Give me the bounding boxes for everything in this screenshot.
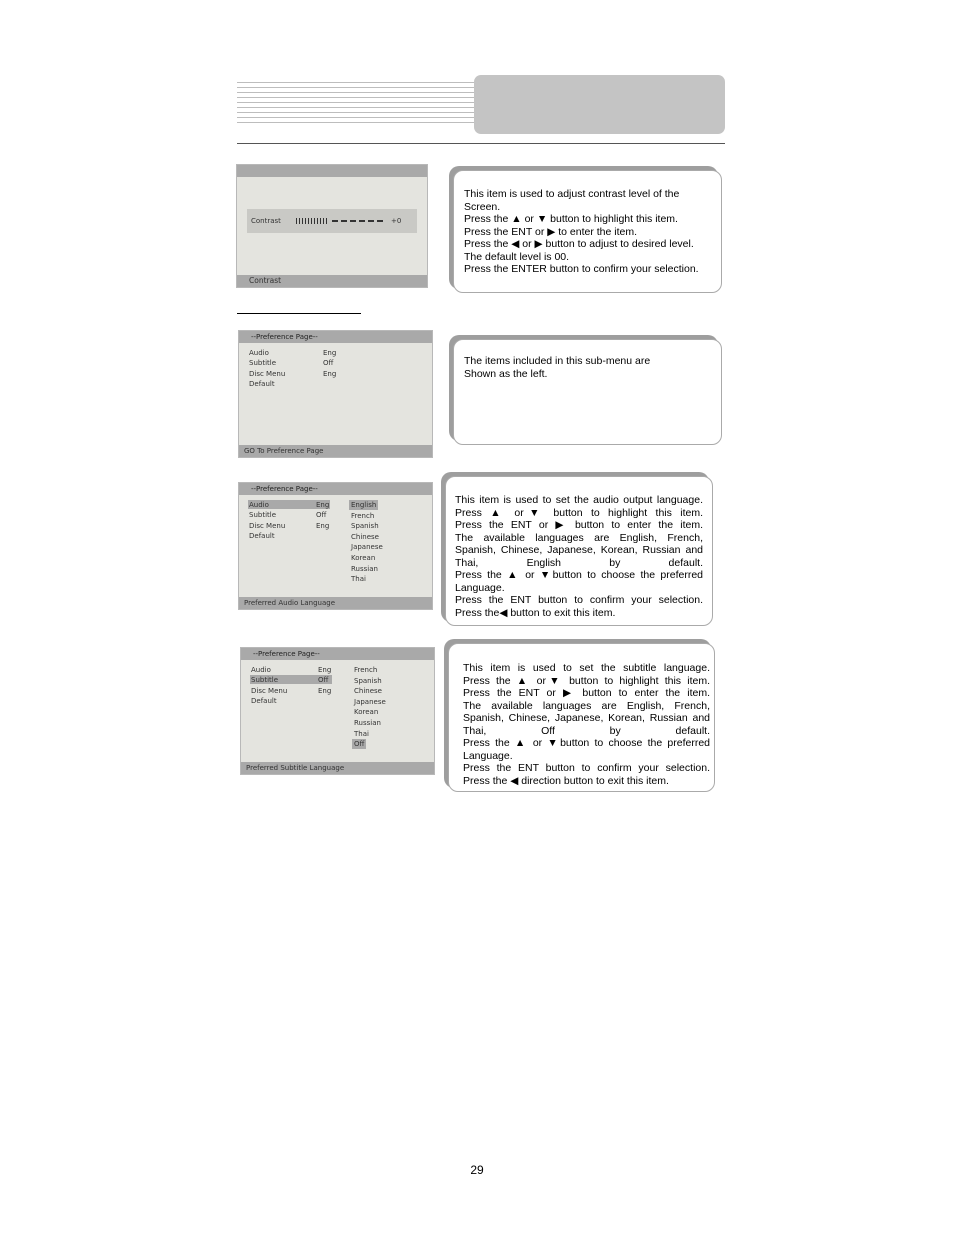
header-decorative-lines	[237, 82, 477, 126]
subtitle-help-text	[463, 662, 710, 787]
help-line: Spanish, Chinese, Japanese, Korean, Russian and	[463, 712, 710, 724]
contrast-tick	[299, 218, 300, 224]
contrast-dash	[377, 220, 383, 222]
osd-title: --Preference Page--	[251, 485, 318, 493]
help-line: Press the◀ button to exit this item.	[455, 606, 616, 619]
contrast-dash	[350, 220, 356, 222]
help-line: The available languages are English, French,	[455, 531, 703, 544]
language-option: Korean	[351, 554, 376, 562]
language-option: Japanese	[354, 697, 386, 706]
help-line: Press the ◀ or ▶ button to adjust to desired level.	[464, 238, 694, 250]
menu-item-label: Default	[249, 379, 275, 388]
subtitle-help-callout	[444, 639, 715, 792]
menu-item-value: Off	[316, 511, 327, 520]
osd-title-bar	[239, 331, 432, 343]
contrast-osd-screen	[236, 164, 428, 288]
contrast-tick	[323, 218, 324, 224]
contrast-tick	[302, 218, 303, 224]
contrast-dash	[359, 220, 365, 222]
help-line: The available languages are English, French,	[463, 699, 710, 712]
osd-title: --Preference Page--	[253, 650, 320, 658]
help-line: Press the ▲ or▼ button to highlight this item.	[463, 674, 710, 687]
osd-footer-bar	[237, 275, 427, 287]
language-option: Thai	[354, 729, 369, 738]
menu-item-label: Disc Menu	[251, 686, 288, 695]
osd-title-bar	[239, 483, 432, 495]
language-option: Korean	[354, 708, 379, 717]
contrast-dash	[341, 220, 347, 222]
language-option: Spanish	[351, 522, 379, 531]
help-line: Press the ENT button to confirm your selection.	[463, 762, 710, 774]
help-line: Press the ENTER button to confirm your selection.	[464, 263, 699, 275]
menu-item-label: Subtitle	[249, 511, 277, 520]
help-line: Press the ENT or ▶ button to enter the item.	[463, 687, 710, 699]
contrast-help-text	[464, 188, 699, 276]
menu-item-value: Eng	[316, 501, 330, 509]
menu-item-label: Audio	[249, 501, 269, 509]
help-line: Thai, Off by default.	[463, 724, 710, 737]
help-line: Shown as the left.	[464, 367, 548, 380]
menu-item-value: Eng	[323, 349, 337, 357]
menu-item-value: Eng	[318, 686, 332, 695]
contrast-value: +0	[391, 217, 402, 225]
language-option: Russian	[351, 564, 378, 573]
osd-title-bar	[237, 165, 427, 177]
contrast-tick	[326, 218, 327, 224]
language-option: French	[354, 666, 378, 674]
header-title-tab	[474, 75, 725, 134]
menu-item-label: Audio	[249, 349, 269, 357]
contrast-tick	[320, 218, 321, 224]
help-line: This item is used to set the audio output language.	[455, 494, 703, 506]
language-option: Russian	[354, 719, 381, 727]
osd-footer-text: Preferred Subtitle Language	[246, 764, 345, 772]
contrast-row	[247, 209, 417, 233]
help-line: Press the ▲ or ▼ button to highlight this item.	[464, 213, 678, 225]
contrast-label: Contrast	[251, 217, 281, 225]
menu-item-value: Eng	[323, 369, 337, 378]
contrast-tick	[317, 218, 318, 224]
osd-footer-text: GO To Preference Page	[244, 447, 324, 455]
menu-item-value: Off	[318, 676, 329, 685]
menu-item-value: Off	[323, 359, 334, 368]
contrast-dash	[332, 220, 338, 222]
menu-item-value: Eng	[318, 666, 332, 674]
language-option: Spanish	[354, 676, 382, 685]
osd-title-bar	[241, 648, 434, 660]
language-option: Chinese	[354, 687, 382, 696]
menu-item-label: Audio	[251, 666, 271, 674]
audio-help-text	[455, 494, 703, 619]
language-option: Off	[354, 740, 365, 749]
language-option: Chinese	[351, 532, 379, 541]
menu-item-value: Eng	[316, 521, 330, 530]
contrast-tick	[314, 218, 315, 224]
help-line: Spanish, Chinese, Japanese, Korean, Russian and	[455, 544, 703, 556]
preference-osd-screen	[238, 330, 433, 458]
menu-item-label: Disc Menu	[249, 521, 286, 530]
help-line: Language.	[463, 749, 513, 762]
contrast-tick	[308, 218, 309, 224]
language-option: Thai	[351, 575, 366, 584]
help-line: Press the ENT or ▶ to enter the item.	[464, 225, 638, 238]
osd-footer-text: Preferred Audio Language	[244, 599, 336, 607]
osd-title: --Preference Page--	[251, 333, 318, 341]
contrast-tick	[296, 218, 297, 224]
osd-footer-bar	[239, 597, 432, 609]
help-line: Press the ▲ or ▼button to choose the preferred	[463, 737, 710, 749]
menu-item-label: Subtitle	[249, 359, 277, 368]
menu-item-label: Default	[251, 696, 277, 705]
help-line: Press ▲ or▼ button to highlight this item.	[455, 506, 703, 519]
help-line: The default level is 00.	[464, 250, 570, 263]
help-line: Screen.	[464, 200, 501, 213]
contrast-dash	[368, 220, 374, 222]
menu-item-label: Default	[249, 531, 275, 540]
menu-item-label: Subtitle	[251, 676, 279, 685]
help-line: Language.	[455, 581, 505, 594]
preference-help-text	[464, 355, 650, 380]
help-line: This item is used to adjust contrast level of the	[464, 188, 680, 200]
audio-language-osd-screen	[238, 482, 433, 610]
help-line: The items included in this sub-menu are	[464, 355, 651, 367]
contrast-help-callout	[449, 166, 722, 293]
page-number: 29	[470, 1163, 484, 1177]
preference-help-callout	[449, 335, 722, 445]
osd-footer-bar	[239, 445, 432, 457]
osd-footer-text: Contrast	[249, 276, 282, 285]
language-option: French	[351, 511, 375, 520]
subtitle-language-osd-screen	[240, 647, 435, 775]
audio-help-callout	[441, 472, 713, 626]
help-line: This item is used to set the subtitle language.	[463, 662, 710, 674]
osd-footer-bar	[241, 762, 434, 774]
header-rule	[237, 143, 725, 144]
help-line: Press the ENT or ▶ button to enter the item.	[455, 519, 703, 531]
help-line: Thai, English by default.	[455, 556, 703, 569]
contrast-tick	[311, 218, 312, 224]
help-line: Press the ENT button to confirm your selection.	[455, 594, 703, 606]
language-option: Japanese	[351, 543, 383, 552]
menu-item-label: Disc Menu	[249, 369, 286, 378]
contrast-tick	[305, 218, 306, 224]
language-option: English	[351, 501, 377, 509]
section-underline	[237, 313, 361, 314]
help-line: Press the ▲ or ▼button to choose the preferred	[455, 569, 703, 581]
help-line: Press the ◀ direction button to exit this item.	[463, 774, 669, 787]
contrast-level-bar	[296, 218, 382, 224]
